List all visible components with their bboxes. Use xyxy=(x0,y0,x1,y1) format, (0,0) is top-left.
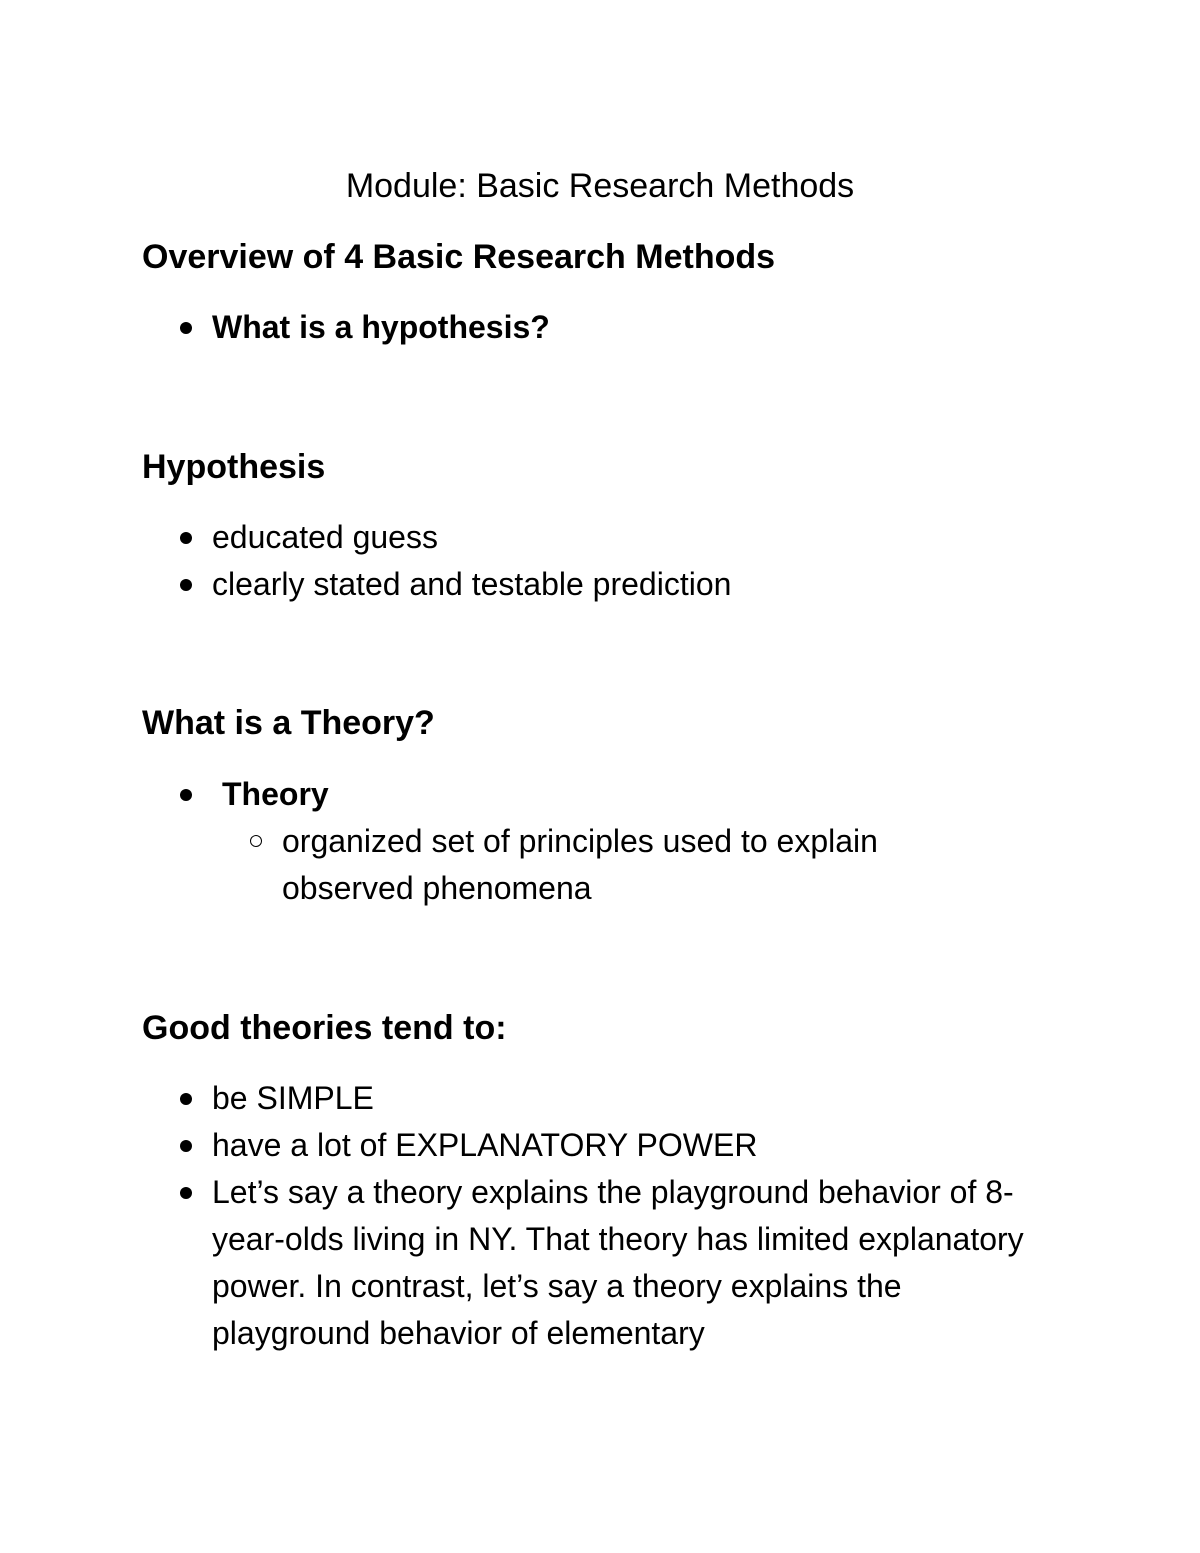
list-item xyxy=(180,1075,1080,1122)
section-heading-theory: What is a Theory? xyxy=(142,704,435,742)
list-item-text: Let’s say a theory explains the playground behavior of 8-year-olds living in NY. That theory has limited explanatory power. In contrast, let’s say a theory explains the playground behavior of elementary xyxy=(212,1174,1024,1351)
list-item-text: What is a hypothesis? xyxy=(212,309,550,345)
bullet-icon xyxy=(180,579,192,591)
bullet-icon xyxy=(180,1140,192,1152)
list-item-text: clearly stated and testable prediction xyxy=(212,566,732,602)
list-item-text: educated guess xyxy=(212,519,438,555)
bullet-icon xyxy=(180,1093,192,1105)
sub-list-item-text: organized set of principles used to explain observed phenomena xyxy=(282,823,878,906)
bullet-icon xyxy=(180,1187,192,1199)
bullet-icon xyxy=(180,532,192,544)
list-item xyxy=(180,514,1080,561)
list-item xyxy=(180,1122,1080,1169)
list-item-text: Theory xyxy=(222,776,329,812)
page-title: Module: Basic Research Methods xyxy=(345,167,855,205)
list-item xyxy=(180,561,1080,608)
bullet-icon xyxy=(180,322,192,334)
list-item-text: have a lot of EXPLANATORY POWER xyxy=(212,1127,758,1163)
section-heading-overview: Overview of 4 Basic Research Methods xyxy=(142,238,776,276)
bullet-icon xyxy=(180,789,192,801)
list-item xyxy=(180,1169,1060,1357)
section-heading-hypothesis: Hypothesis xyxy=(142,448,326,486)
sub-list-item xyxy=(250,818,970,912)
hollow-bullet-icon xyxy=(250,835,262,847)
section-heading-good-theories: Good theories tend to: xyxy=(142,1009,507,1047)
list-item xyxy=(180,304,1080,351)
list-item-text: be SIMPLE xyxy=(212,1080,374,1116)
list-item xyxy=(180,771,1080,818)
